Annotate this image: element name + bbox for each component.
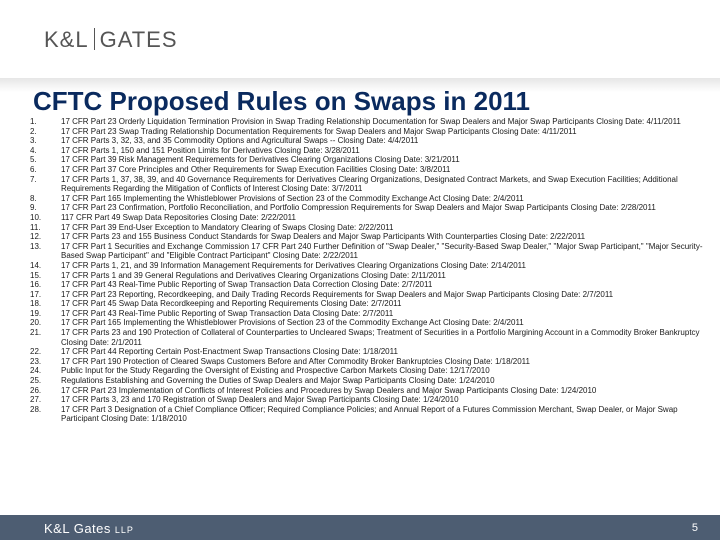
list-item bbox=[30, 328, 710, 347]
list-item bbox=[30, 366, 710, 376]
list-item-number: 22. bbox=[30, 347, 42, 357]
list-item-text: 17 CFR Parts 23 and 155 Business Conduct Standards for Swap Dealers and Major Swap Participants With Counterparties Closing Date: 2/22/2011 bbox=[61, 232, 586, 242]
list-item-number: 2. bbox=[30, 126, 37, 136]
list-item-number: 24. bbox=[30, 366, 42, 376]
list-item bbox=[30, 165, 710, 175]
list-item bbox=[30, 175, 710, 194]
slide-title: CFTC Proposed Rules on Swaps in 2011 bbox=[33, 86, 531, 116]
footer-brand-suffix: LLP bbox=[114, 525, 134, 535]
list-item-text: 17 CFR Part 23 Orderly Liquidation Termination Provision in Swap Trading Relationship Documentation for Swap Dealers and Major Swap Participants Closing Date: 4/11/2011 bbox=[61, 117, 681, 126]
list-item bbox=[30, 213, 710, 223]
kl-gates-logo bbox=[44, 27, 178, 53]
list-item-number: 8. bbox=[30, 193, 37, 203]
list-item-number: 23. bbox=[30, 356, 42, 366]
list-item-text: 17 CFR Part 44 Reporting Certain Post-Enactment Swap Transactions Closing Date: 1/18/2011 bbox=[61, 347, 398, 357]
list-item-text: 17 CFR Parts 1 and 39 General Regulations and Derivatives Clearing Organizations Closing Date: 2/11/2011 bbox=[61, 270, 446, 280]
list-item bbox=[30, 146, 710, 156]
list-item-number: 6. bbox=[30, 164, 37, 174]
list-item-number: 18. bbox=[30, 299, 42, 309]
list-item-number: 9. bbox=[30, 203, 37, 213]
list-item-text: 17 CFR Part 23 Swap Trading Relationship Documentation Requirements for Swap Dealers and Major Swap Participants Closing Date: 4/11/2011 bbox=[61, 126, 577, 136]
footer-brand bbox=[44, 521, 134, 536]
list-item-text: 17 CFR Part 39 Risk Management Requirements for Derivatives Clearing Organizations Closing Date: 3/21/2011 bbox=[61, 155, 460, 165]
list-item-text: 17 CFR Part 43 Real-Time Public Reporting of Swap Transaction Data Closing Date: 2/7/2011 bbox=[61, 308, 394, 318]
list-item-text: 17 CFR Part 23 Implementation of Conflicts of Interest Policies and Procedures by Swap Dealers and Major Swap Participants Closing Date: 1/24/2010 bbox=[61, 385, 597, 395]
list-item-text: 17 CFR Parts 3, 23 and 170 Registration of Swap Dealers and Major Swap Participants Closing Date: 1/24/2010 bbox=[61, 395, 459, 405]
list-item-number: 17. bbox=[30, 289, 42, 299]
list-item-text: 17 CFR Part 165 Implementing the Whistleblower Provisions of Section 23 of the Commodity Exchange Act Closing Date: 2/4/2011 bbox=[61, 318, 524, 328]
list-item bbox=[30, 357, 710, 367]
list-item-text: 17 CFR Parts 1, 37, 38, 39, and 40 Governance Requirements for Derivatives Clearing Organizations, Designated Contract Markets, and Swap Execution Facilities; Additional Requirements Regarding the Mitigation of Conflicts of Interest Closing Date: 3/7/2011 bbox=[61, 174, 678, 194]
list-item bbox=[30, 203, 710, 213]
list-item bbox=[30, 261, 710, 271]
list-item bbox=[30, 395, 710, 405]
list-item bbox=[30, 318, 710, 328]
list-item-number: 14. bbox=[30, 260, 42, 270]
list-item bbox=[30, 271, 710, 281]
list-item-number: 7. bbox=[30, 174, 37, 184]
list-item bbox=[30, 376, 710, 386]
list-item-number: 25. bbox=[30, 376, 42, 386]
list-item bbox=[30, 136, 710, 146]
page-number: 5 bbox=[691, 522, 698, 534]
logo-right: GATES bbox=[99, 27, 178, 52]
list-item bbox=[30, 405, 710, 424]
list-item-number: 27. bbox=[30, 395, 42, 405]
proposed-rules-list bbox=[30, 117, 710, 424]
footer-brand-name: K&L Gates bbox=[44, 521, 111, 536]
list-item-number: 10. bbox=[30, 212, 42, 222]
list-item-number: 26. bbox=[30, 385, 42, 395]
list-item bbox=[30, 347, 710, 357]
list-item-text: 17 CFR Parts 1, 150 and 151 Position Limits for Derivatives Closing Date: 3/28/2011 bbox=[61, 145, 360, 155]
footer-bar bbox=[0, 515, 720, 540]
list-item bbox=[30, 155, 710, 165]
list-item bbox=[30, 223, 710, 233]
list-item-text: 17 CFR Part 43 Real-Time Public Reporting of Swap Transaction Data Correction Closing Date: 2/7/2011 bbox=[61, 280, 433, 290]
list-item-text: 17 CFR Part 39 End-User Exception to Mandatory Clearing of Swaps Closing Date: 2/22/2011 bbox=[61, 222, 394, 232]
list-item bbox=[30, 117, 710, 127]
list-item-number: 4. bbox=[30, 145, 37, 155]
list-item-text: 17 CFR Parts 23 and 190 Protection of Collateral of Counterparties to Uncleared Swaps; Treatment of Securities in a Portfolio Margining Account in a Commodity Broker Bankruptcy Closing Date: 2/1/2011 bbox=[61, 328, 700, 347]
list-item-text: Public Input for the Study Regarding the Oversight of Existing and Prospective Carbon Markets Closing Date: 12/17/2010 bbox=[61, 366, 490, 376]
list-item-text: 17 CFR Part 3 Designation of a Chief Compliance Officer; Required Compliance Policies; and Annual Report of a Futures Commission Merchant, Swap Dealer, or Major Swap Participant Closing Date: 1/18/2010 bbox=[61, 404, 678, 424]
logo-left: K&L bbox=[44, 27, 89, 52]
list-item bbox=[30, 309, 710, 319]
list-item bbox=[30, 280, 710, 290]
list-item-number: 28. bbox=[30, 404, 42, 414]
list-item bbox=[30, 194, 710, 204]
list-item-text: 17 CFR Parts 1, 21, and 39 Information Management Requirements for Derivatives Clearing Organizations Closing Date: 2/14/2011 bbox=[61, 260, 526, 270]
list-item bbox=[30, 299, 710, 309]
list-item-text: 17 CFR Part 23 Reporting, Recordkeeping, and Daily Trading Records Requirements for Swap Dealers and Major Swap Participants Closing Date: 2/7/2011 bbox=[61, 289, 614, 299]
list-item-text: 17 CFR Part 23 Confirmation, Portfolio Reconciliation, and Portfolio Compression Requirements for Swap Dealers and Major Swap Participants Closing Date: 2/28/2011 bbox=[61, 203, 656, 213]
list-item-number: 11. bbox=[30, 222, 41, 232]
logo-divider bbox=[94, 28, 95, 50]
list-item-number: 5. bbox=[30, 155, 37, 165]
list-item bbox=[30, 127, 710, 137]
list-item-number: 16. bbox=[30, 280, 42, 290]
list-item-number: 20. bbox=[30, 318, 42, 328]
list-item-number: 21. bbox=[30, 328, 42, 338]
list-item-number: 15. bbox=[30, 270, 42, 280]
list-item-number: 12. bbox=[30, 232, 42, 242]
list-item-text: 17 CFR Part 1 Securities and Exchange Commission 17 CFR Part 240 Further Definition of "Swap Dealer," "Security-Based Swap Dealer," "Major Swap Participant," "Major Security-Based Swap Participant" and "Eligible Contract Participant" Closing Date: 2/22/2011 bbox=[61, 241, 703, 261]
list-item-text: Regulations Establishing and Governing the Duties of Swap Dealers and Major Swap Participants Closing Date: 1/24/2010 bbox=[61, 376, 495, 386]
list-item-text: 17 CFR Part 45 Swap Data Recordkeeping and Reporting Requirements Closing Date: 2/7/2011 bbox=[61, 299, 402, 309]
list-item-number: 13. bbox=[30, 241, 42, 251]
list-item-number: 19. bbox=[30, 308, 42, 318]
list-item-text: 17 CFR Part 165 Implementing the Whistleblower Provisions of Section 23 of the Commodity Exchange Act Closing Date: 2/4/2011 bbox=[61, 193, 524, 203]
list-item-text: 17 CFR Part 190 Protection of Cleared Swaps Customers Before and After Commodity Broker Bankruptcies Closing Date: 1/18/2011 bbox=[61, 356, 530, 366]
list-item-number: 3. bbox=[30, 136, 37, 146]
list-item-text: 117 CFR Part 49 Swap Data Repositories Closing Date: 2/22/2011 bbox=[61, 212, 296, 222]
list-item-text: 17 CFR Parts 3, 32, 33, and 35 Commodity Options and Agricultural Swaps -- Closing Date: 4/4/2011 bbox=[61, 136, 419, 146]
list-item-number: 1. bbox=[30, 117, 37, 126]
list-item bbox=[30, 232, 710, 242]
list-item bbox=[30, 386, 710, 396]
list-item bbox=[30, 242, 710, 261]
list-item-text: 17 CFR Part 37 Core Principles and Other Requirements for Swap Execution Facilities Closing Date: 3/8/2011 bbox=[61, 164, 451, 174]
list-item bbox=[30, 290, 710, 300]
